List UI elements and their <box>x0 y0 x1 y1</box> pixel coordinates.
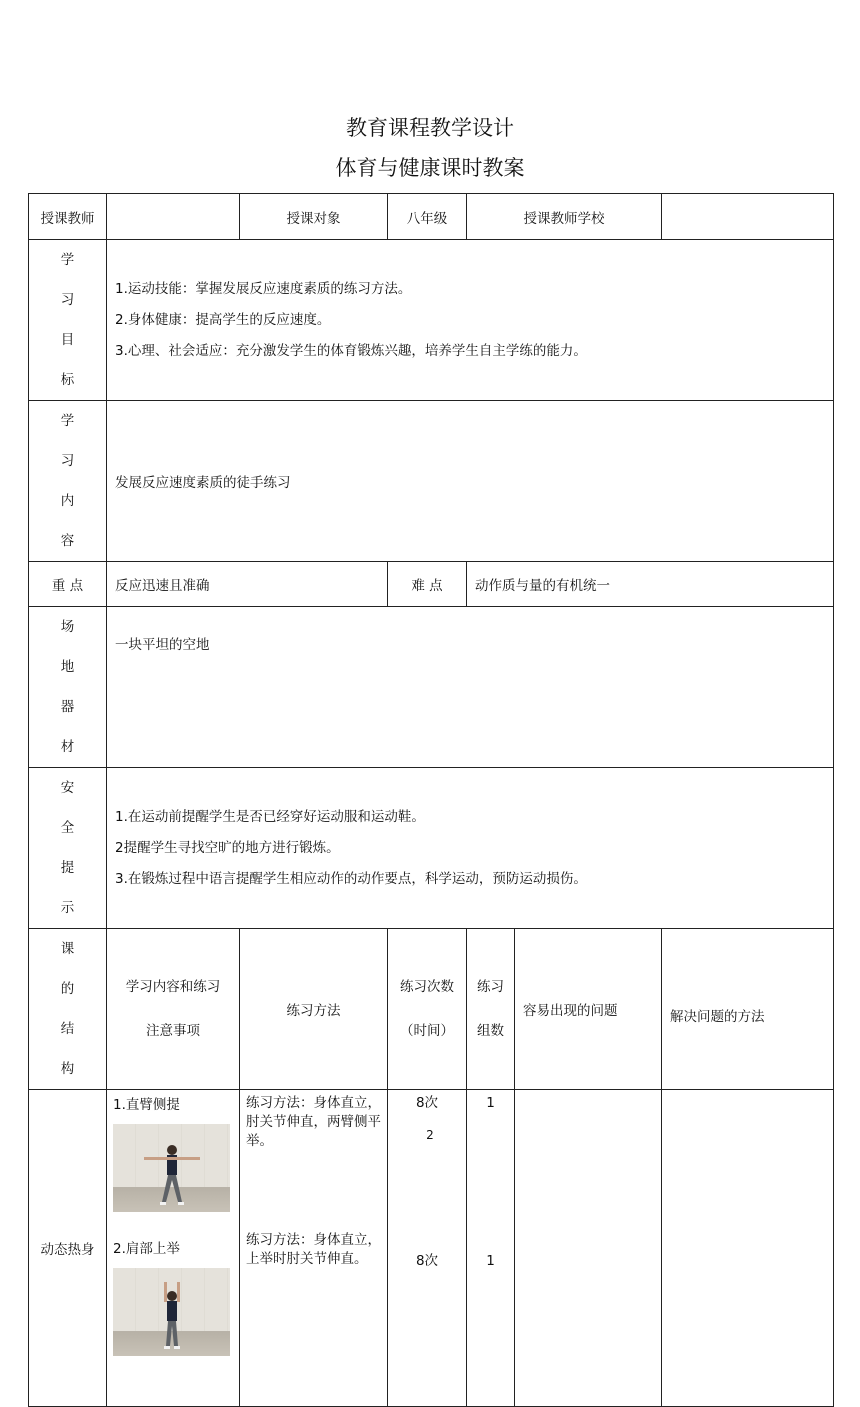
venue-row <box>29 607 834 768</box>
venue-label: 场地 器材 <box>29 607 107 768</box>
col-count-header: 练习次数 （时间） <box>388 929 467 1090</box>
objectives-row <box>29 240 834 401</box>
objective-item: 3.心理、社会适应：充分激发学生的体育锻炼兴趣，培养学生自主学练的能力。 <box>115 342 587 359</box>
objectives-list <box>107 240 834 401</box>
person-figure-icon <box>142 1282 202 1352</box>
exercise-count: 8次 <box>415 1253 439 1269</box>
target-value: 八年级 <box>388 194 467 240</box>
key-points-label: 重 点 <box>29 562 107 607</box>
lesson-plan-table <box>28 193 834 1407</box>
difficulty-text: 动作质与量的有机统一 <box>467 562 834 607</box>
content-label: 学习 内容 <box>29 401 107 562</box>
safety-item: 2提醒学生寻找空旷的地方进行锻炼。 <box>115 839 340 856</box>
objective-item: 2.身体健康：提高学生的反应速度。 <box>115 311 331 328</box>
col-problems-header: 容易出现的问题 <box>515 929 662 1090</box>
target-label: 授课对象 <box>240 194 388 240</box>
key-points-text: 反应迅速且准确 <box>107 562 388 607</box>
exercise-method: 练习方法：身体直立，肘关节伸直，两臂侧平举。 <box>246 1095 381 1149</box>
col-method-header: 练习方法 <box>240 929 388 1090</box>
difficulty-label: 难 点 <box>388 562 467 607</box>
structure-label: 课的 结构 <box>29 929 107 1090</box>
col-solutions-header: 解决问题的方法 <box>662 929 834 1090</box>
warmup-section-label: 动态热身 <box>29 1090 107 1407</box>
person-arms-overhead-photo <box>113 1268 230 1356</box>
structure-header-row <box>29 929 834 1090</box>
document-subtitle: 体育与健康课时教案 <box>335 156 525 180</box>
exercise-sets: 1 <box>486 1095 495 1111</box>
teacher-label: 授课教师 <box>29 194 107 240</box>
objective-item: 1.运动技能：掌握发展反应速度素质的练习方法。 <box>115 280 412 297</box>
objectives-label: 学习 目标 <box>29 240 107 401</box>
content-row <box>29 401 834 562</box>
school-value <box>662 194 834 240</box>
safety-label: 安全 提示 <box>29 768 107 929</box>
safety-item: 1.在运动前提醒学生是否已经穿好运动服和运动鞋。 <box>115 808 425 825</box>
key-points-row <box>29 562 834 607</box>
exercise-method: 练习方法：身体直立，上举时肘关节伸直。 <box>246 1232 381 1267</box>
col-sets-header: 练习 组数 <box>467 929 515 1090</box>
exercise-name: 2.肩部上举 <box>113 1241 180 1257</box>
page-number: 2 <box>426 1128 434 1142</box>
safety-item: 3.在锻炼过程中语言提醒学生相应动作的动作要点，科学运动，预防运动损伤。 <box>115 870 587 887</box>
exercise-count: 8次 <box>415 1095 439 1111</box>
school-label: 授课教师学校 <box>467 194 662 240</box>
exercise-name: 1.直臂侧提 <box>113 1097 180 1113</box>
person-figure-icon <box>142 1138 202 1208</box>
exercise-sets: 1 <box>486 1253 495 1269</box>
document-title: 教育课程教学设计 <box>346 116 514 140</box>
safety-list <box>107 768 834 929</box>
content-text: 发展反应速度素质的徒手练习 <box>107 401 834 562</box>
safety-row <box>29 768 834 929</box>
header-row <box>29 194 834 240</box>
teacher-value <box>107 194 240 240</box>
venue-text: 一块平坦的空地 <box>107 607 834 768</box>
col-content-header: 学习内容和练习 注意事项 <box>107 929 240 1090</box>
